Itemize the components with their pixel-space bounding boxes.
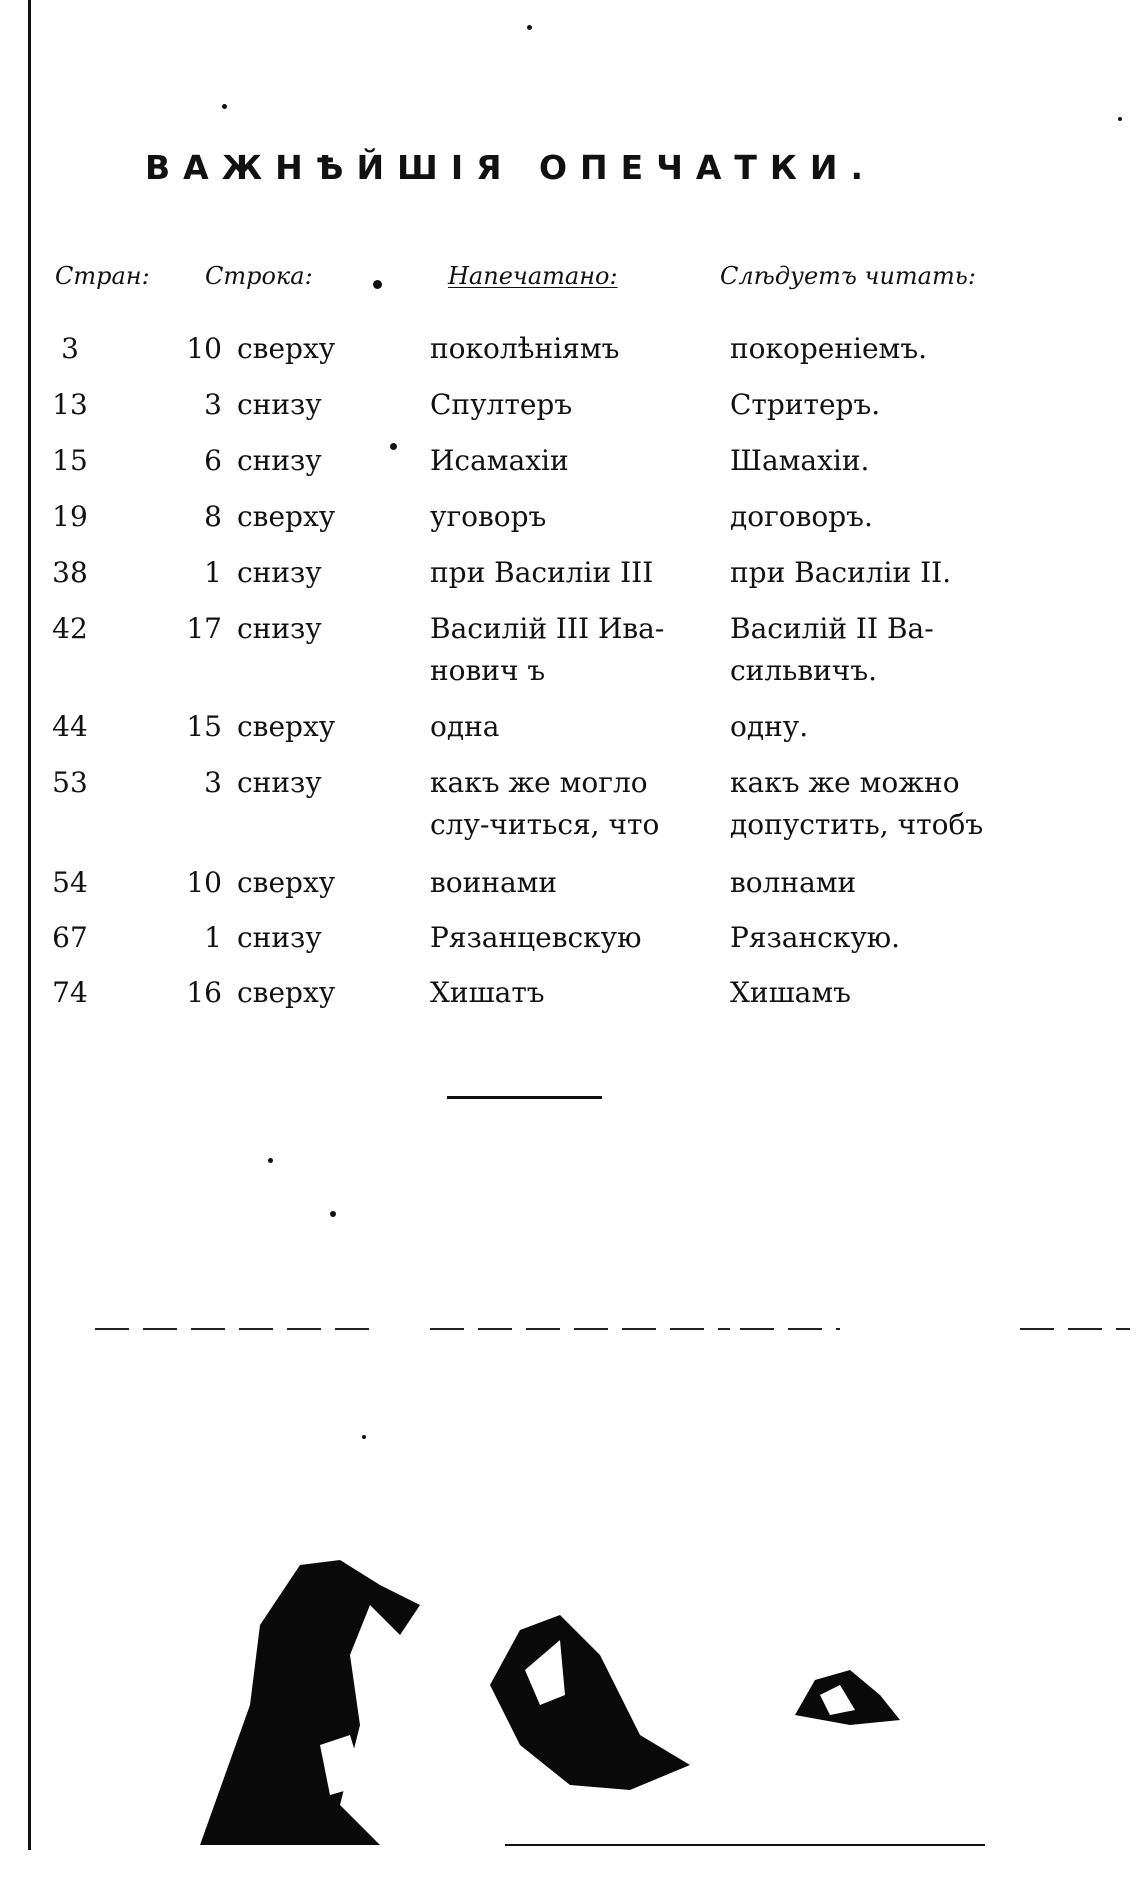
printed-text: уговоръ bbox=[430, 500, 547, 533]
faded-dashed-line bbox=[1020, 1328, 1130, 1330]
ink-speck bbox=[268, 1158, 273, 1163]
line-number: 1 bbox=[204, 921, 222, 954]
ink-speck bbox=[330, 1211, 336, 1217]
line-number: 6 bbox=[204, 444, 222, 477]
ink-speck bbox=[527, 25, 532, 30]
correct-text: Василій II Ва-сильвичъ. bbox=[730, 612, 934, 687]
page-number: 3 bbox=[61, 332, 79, 365]
line-position: снизу bbox=[237, 766, 322, 799]
page-number: 74 bbox=[52, 976, 88, 1009]
printed-text: Спултеръ bbox=[430, 388, 573, 421]
ink-speck bbox=[222, 104, 227, 109]
header-line: Строка: bbox=[205, 262, 313, 290]
line-number: 10 bbox=[186, 332, 222, 365]
line-number: 1 bbox=[204, 556, 222, 589]
ink-blot-damage bbox=[190, 1545, 970, 1855]
line-position: снизу bbox=[237, 388, 322, 421]
printed-text: воинами bbox=[430, 866, 558, 899]
correct-text: волнами bbox=[730, 866, 857, 899]
ink-speck bbox=[390, 443, 397, 450]
correct-text: Стритеръ. bbox=[730, 388, 881, 421]
page-number: 15 bbox=[52, 444, 88, 477]
page-number: 53 bbox=[52, 766, 88, 799]
printed-text: Василій III Ива-нович ъ bbox=[430, 612, 665, 687]
ink-speck bbox=[1118, 117, 1122, 121]
line-number: 15 bbox=[186, 710, 222, 743]
page-edge-line bbox=[28, 0, 31, 1850]
header-correct: Слѣдуетъ читать: bbox=[720, 262, 976, 290]
line-position: сверху bbox=[237, 976, 336, 1009]
correct-text: при Василіи II. bbox=[730, 556, 952, 589]
correct-text: Хишамъ bbox=[730, 976, 851, 1009]
printed-text: поколѣніямъ bbox=[430, 332, 620, 365]
faded-dashed-line bbox=[95, 1328, 375, 1330]
closing-rule bbox=[447, 1096, 602, 1099]
header-page: Стран: bbox=[55, 262, 150, 290]
bottom-rule bbox=[505, 1844, 985, 1846]
page-number: 44 bbox=[52, 710, 88, 743]
correct-text: Шамахіи. bbox=[730, 444, 870, 477]
page-number: 54 bbox=[52, 866, 88, 899]
printed-text: Рязанцевскую bbox=[430, 921, 642, 954]
line-number: 17 bbox=[186, 612, 222, 645]
page-number: 13 bbox=[52, 388, 88, 421]
line-position: снизу bbox=[237, 612, 322, 645]
line-number: 3 bbox=[204, 766, 222, 799]
line-position: снизу bbox=[237, 556, 322, 589]
line-position: сверху bbox=[237, 332, 336, 365]
correct-text: одну. bbox=[730, 710, 809, 743]
faded-dashed-line bbox=[740, 1328, 840, 1330]
printed-text: Хишатъ bbox=[430, 976, 545, 1009]
line-number: 8 bbox=[204, 500, 222, 533]
printed-text: какъ же могло слу-читься, что bbox=[430, 766, 660, 841]
line-number: 3 bbox=[204, 388, 222, 421]
ink-speck bbox=[362, 1435, 366, 1439]
correct-text: покореніемъ. bbox=[730, 332, 928, 365]
printed-text: Исамахіи bbox=[430, 444, 569, 477]
page-number: 19 bbox=[52, 500, 88, 533]
printed-text: при Василіи III bbox=[430, 556, 654, 589]
correct-text: договоръ. bbox=[730, 500, 873, 533]
page-title: ВАЖНѢЙШІЯ ОПЕЧАТКИ. bbox=[145, 148, 877, 187]
ink-speck bbox=[373, 280, 382, 289]
line-position: снизу bbox=[237, 444, 322, 477]
faded-dashed-line bbox=[430, 1328, 730, 1330]
line-position: снизу bbox=[237, 921, 322, 954]
printed-text: одна bbox=[430, 710, 500, 743]
correct-text: какъ же можно допустить, чтобъ bbox=[730, 766, 984, 841]
page-number: 38 bbox=[52, 556, 88, 589]
line-position: сверху bbox=[237, 710, 336, 743]
page-number: 67 bbox=[52, 921, 88, 954]
page-number: 42 bbox=[52, 612, 88, 645]
line-number: 16 bbox=[186, 976, 222, 1009]
line-number: 10 bbox=[186, 866, 222, 899]
correct-text: Рязанскую. bbox=[730, 921, 901, 954]
line-position: сверху bbox=[237, 866, 336, 899]
line-position: сверху bbox=[237, 500, 336, 533]
header-printed: Напечатано: bbox=[448, 262, 618, 290]
